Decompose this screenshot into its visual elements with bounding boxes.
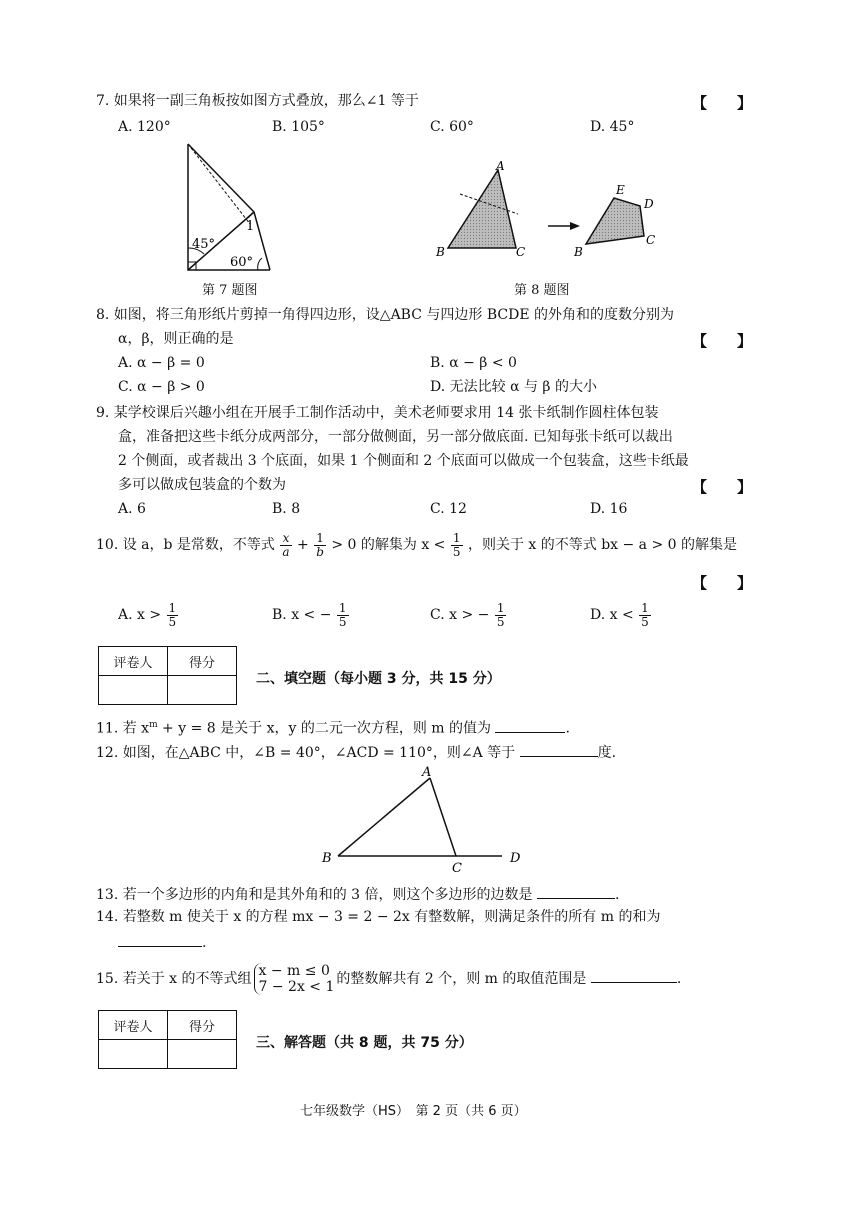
q10-stem-post: ，则关于 x 的不等式 bx − a > 0 的解集是	[467, 537, 738, 553]
fig8-label-d: D	[644, 197, 654, 211]
q14-answer-blank[interactable]	[118, 932, 202, 947]
q7-stem: 7. 如果将一副三角板按如图方式叠放，那么∠1 等于	[96, 93, 419, 109]
q12: 12. 如图，在△ABC 中，∠B = 40°，∠ACD = 110°，则∠A 等于 度.	[96, 742, 616, 762]
q10-stem-pre: 10. 设 a，b 是常数，不等式	[96, 537, 275, 553]
q8-option-c: C. α − β > 0	[118, 379, 205, 395]
section2-grader-label: 评卷人	[99, 647, 168, 676]
fig8-label-e: E	[616, 183, 625, 197]
q10-option-c: C. x > − $\frac{1}{5}$	[430, 600, 505, 629]
section3-score-cell[interactable]	[168, 1040, 237, 1069]
q14-line1: 14. 若整数 m 使关于 x 的方程 mx − 3 = 2 − 2x 有整数解，则满足条件的所有 m 的和为	[96, 909, 661, 925]
q9-line4: 多可以做成包装盒的个数为	[118, 477, 286, 493]
fig7-caption: 第 7 题图	[202, 283, 258, 298]
q9-line2: 盒，准备把这些卡纸分成两部分，一部分做侧面，另一部分做底面. 已知每张卡纸可以裁出	[118, 429, 673, 445]
fig7-triangle-rulers	[180, 140, 280, 276]
q15-answer-blank[interactable]	[591, 968, 677, 983]
q10-fraction-1-over-b: $\frac{1}{b}$	[316, 530, 324, 559]
fig8-label-a: A	[496, 159, 505, 173]
section2-score-label: 得分	[168, 647, 237, 676]
fig12-label-d: D	[510, 851, 521, 866]
q14-line2: .	[118, 932, 206, 952]
q9-line3: 2 个侧面，或者裁出 3 个底面，如果 1 个侧面和 2 个底面可以做成一个包装盒，这些卡纸最	[118, 453, 689, 469]
q13-answer-blank[interactable]	[537, 884, 615, 899]
section3-grade-box	[98, 1010, 237, 1069]
fig8-label-b2: B	[574, 245, 583, 259]
fig12-label-c: C	[452, 861, 462, 874]
q9-option-a: A. 6	[118, 501, 146, 517]
q12-answer-blank[interactable]	[520, 742, 598, 757]
q8-answer-bracket: 【 】	[692, 332, 753, 350]
section2-grader-cell[interactable]	[99, 676, 168, 705]
fig12-label-b: B	[322, 851, 332, 866]
q10-stem-mid: > 0 的解集为 x <	[331, 537, 446, 553]
fig8-caption: 第 8 题图	[514, 283, 570, 298]
section3-title: 三、解答题（共 8 题，共 75 分）	[256, 1035, 473, 1051]
q8-line1: 8. 如图，将三角形纸片剪掉一角得四边形，设△ABC 与四边形 BCDE 的外角和的度数分别为	[96, 307, 674, 323]
q10-option-b: B. x < − $\frac{1}{5}$	[272, 600, 347, 629]
fig7-angle-60-label: 60°	[230, 255, 254, 270]
fig7-angle-45-label: 45°	[192, 237, 216, 252]
fig8-label-c2: C	[646, 233, 656, 247]
q8-option-d: D. 无法比较 α 与 β 的大小	[430, 379, 597, 395]
q9-option-c: C. 12	[430, 501, 467, 517]
page-footer: 七年级数学（HS） 第 2 页（共 6 页）	[300, 1104, 527, 1119]
q10-plus: +	[297, 537, 309, 553]
q10-stem	[96, 530, 737, 560]
q13: 13. 若一个多边形的内角和是其外角和的 3 倍，则这个多边形的边数是 .	[96, 884, 619, 904]
section3-grader-cell[interactable]	[99, 1040, 168, 1069]
fig12-triangle-abc	[318, 762, 530, 874]
q10-option-d: D. x < $\frac{1}{5}$	[590, 600, 649, 629]
q11-answer-blank[interactable]	[495, 718, 565, 733]
q15: 15. 若关于 x 的不等式组 x − m ≤ 0 7 − 2x < 1 的整数解共有 2 个，则 m 的取值范围是 .	[96, 963, 682, 995]
q7-answer-bracket: 【 】	[692, 94, 753, 112]
q11: 11. 若 $x^m + y = 8$ 是关于 x，y 的二元一次方程，则 m 的值为 .	[96, 716, 570, 738]
q8-option-b: B. α − β < 0	[430, 355, 517, 371]
section2-title: 二、填空题（每小题 3 分，共 15 分）	[256, 671, 501, 687]
fig8-label-b: B	[436, 245, 445, 259]
fig8-label-c: C	[516, 245, 526, 259]
q10-answer-bracket: 【 】	[692, 574, 753, 592]
q10-fraction-1-over-5: $\frac{1}{5}$	[452, 530, 461, 559]
fig8-triangle-cut	[430, 156, 670, 268]
fig7-angle-1-label: 1	[246, 219, 255, 234]
q9-option-b: B. 8	[272, 501, 301, 517]
q10-option-a: A. x > $\frac{1}{5}$	[118, 600, 177, 629]
q7-option-a: A. 120°	[118, 119, 171, 135]
q7-option-c: C. 60°	[430, 119, 474, 135]
q7-option-d: D. 45°	[590, 119, 635, 135]
section3-score-label: 得分	[168, 1011, 237, 1040]
section3-grader-label: 评卷人	[99, 1011, 168, 1040]
q9-line1: 9. 某学校课后兴趣小组在开展手工制作活动中，美术老师要求用 14 张卡纸制作圆柱体包装	[96, 405, 659, 421]
q9-answer-bracket: 【 】	[692, 478, 753, 496]
section2-score-cell[interactable]	[168, 676, 237, 705]
q15-inequality-system: x − m ≤ 0 7 − 2x < 1	[254, 963, 335, 995]
q9-option-d: D. 16	[590, 501, 628, 517]
q8-line2: α，β，则正确的是	[118, 331, 234, 347]
section2-grade-box	[98, 646, 237, 705]
fig12-label-a: A	[422, 765, 432, 780]
q8-option-a: A. α − β = 0	[118, 355, 205, 371]
q7-option-b: B. 105°	[272, 119, 325, 135]
q10-fraction-x-over-a: $\frac{x}{a}$	[282, 530, 290, 559]
